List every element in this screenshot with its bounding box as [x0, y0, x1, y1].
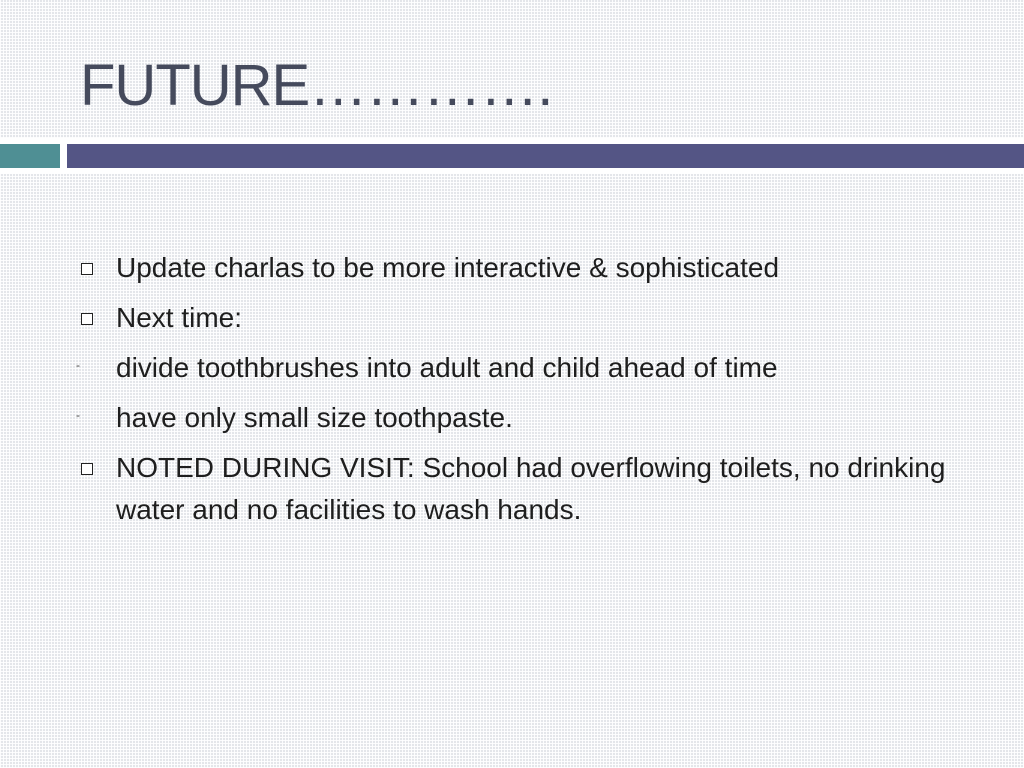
bullet-item	[76, 297, 956, 339]
bullet-item	[76, 347, 956, 389]
bullet-item	[76, 447, 956, 531]
dash-bullet-icon: -	[76, 408, 80, 422]
bullet-item	[76, 397, 956, 439]
accent-bar-teal	[0, 144, 60, 168]
square-bullet-icon	[81, 313, 93, 325]
bullet-text: Next time:	[116, 302, 243, 333]
square-bullet-icon	[81, 263, 93, 275]
bullet-text: have only small size toothpaste.	[116, 402, 513, 433]
dash-bullet-icon: -	[76, 358, 80, 372]
square-bullet-icon	[81, 463, 93, 475]
bullet-text: Update charlas to be more interactive & sophisticated	[116, 252, 780, 283]
bullet-text: divide toothbrushes into adult and child ahead of time	[116, 352, 778, 383]
bullet-item	[76, 247, 956, 289]
accent-bar-purple	[67, 144, 1024, 168]
slide-title: FUTURE………….	[80, 53, 553, 118]
bullet-text: NOTED DURING VISIT: School had overflowing toilets, no drinking water and no facilities to wash hands.	[116, 452, 946, 525]
bullet-list	[76, 247, 956, 539]
